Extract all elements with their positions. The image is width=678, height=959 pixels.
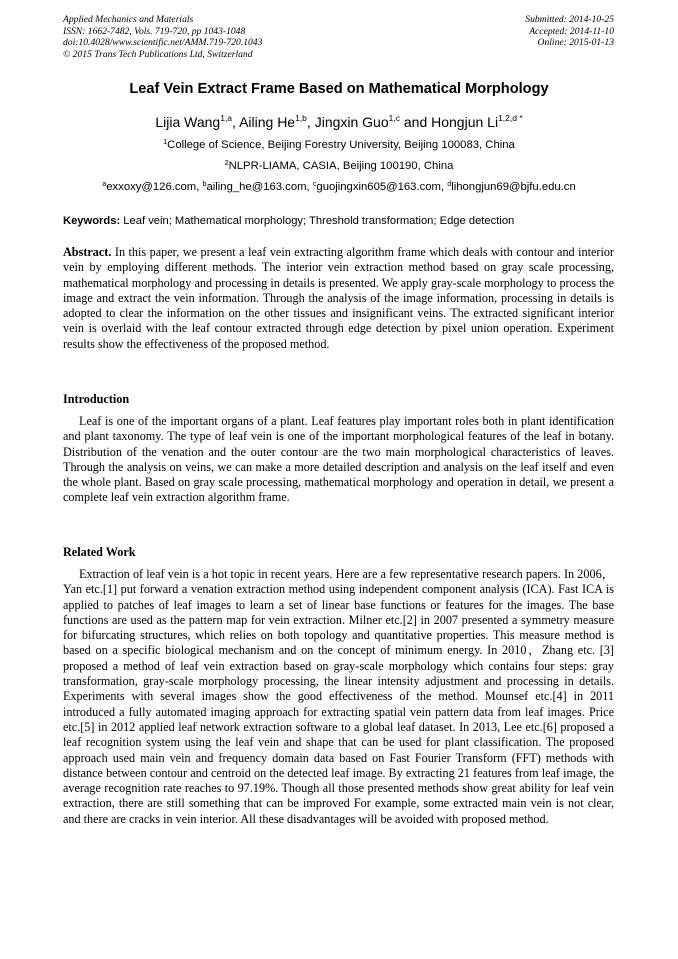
author-superscript: 1,c (388, 113, 400, 123)
journal-name: Applied Mechanics and Materials (63, 14, 194, 25)
online-date: Online: 2015-01-13 (537, 37, 614, 49)
keywords-text: Leaf vein; Mathematical morphology; Threshold transformation; Edge detection (120, 215, 515, 227)
abstract (63, 245, 614, 352)
author-name: Ailing He (239, 114, 296, 130)
affiliation-2 (0, 159, 678, 173)
introduction-heading: Introduction (63, 392, 130, 406)
abstract-label: Abstract. (63, 245, 112, 259)
affiliation-1 (0, 138, 678, 152)
related-work-body (63, 567, 614, 827)
author-name: Lijia Wang (155, 114, 221, 130)
email-superscript: d (447, 179, 452, 188)
abstract-text: In this paper, we present a leaf vein extracting algorithm frame which deals with contour and interior vein by employing different methods. The interior vein extraction method based on gray scale processing, mathematical morphology and processing in details is presented. We apply gray-scale morphology to process the image and extract the vein information. Through the analysis of the image information, processing in details is adopted to clear the information on the other tissues and insignificant veins. The extracted significant interior vein is overlaid with the leaf contour extracted through edge detection by pixel union operation. Experiment results show the effectiveness of the proposed method. (63, 245, 614, 351)
author-name: Hongjun Li (431, 114, 499, 130)
submitted-date: Submitted: 2014-10-25 (525, 14, 614, 25)
author-emails (0, 180, 678, 194)
author-separator: , (306, 114, 315, 130)
keywords-label: Keywords: (63, 215, 121, 227)
author-separator: and (399, 114, 432, 130)
email-superscript: b (202, 179, 207, 188)
related-work-heading: Related Work (63, 545, 136, 559)
author-list (0, 113, 678, 131)
email-address: guojingxin605@163.com, (316, 181, 448, 193)
email-address: lihongjun69@bjfu.edu.cn (451, 181, 576, 193)
email-superscript: c (312, 179, 317, 188)
keywords-line (63, 214, 514, 228)
paper-title: Leaf Vein Extract Frame Based on Mathematical Morphology (129, 81, 549, 97)
submission-dates (525, 14, 614, 49)
journal-copyright: © 2015 Trans Tech Publications Ltd, Switzerland (63, 48, 253, 60)
email-address: ailing_he@163.com, (206, 181, 313, 193)
author-separator: , (232, 114, 240, 130)
author-superscript: 1,a (220, 113, 233, 123)
introduction-paragraph: Leaf is one of the important organs of a plant. Leaf features play important roles both in plant identification and plant taxonomy. The type of leaf vein is one of the important morphological features of the leaf in botany. Distribution of the venation and the outer contour are the two main morphological characteristics of leaves. Through the analysis on veins, we can make a more detailed description and analysis on the leaf itself and even the whole plant. Based on gray scale processing, mathematical morphology and operation in detail, we present a complete leaf vein extraction algorithm frame. (63, 414, 614, 505)
journal-header (63, 14, 262, 60)
accepted-date: Accepted: 2014-11-10 (529, 25, 614, 37)
author-superscript: 1,b (295, 113, 307, 123)
introduction-body (63, 414, 614, 506)
email-superscript: a (102, 179, 107, 188)
affiliation-superscript: 1 (163, 137, 168, 146)
affiliation-text: NLPR-LIAMA, CASIA, Beijing 100190, China (228, 160, 454, 172)
affiliation-superscript: 2 (224, 158, 229, 167)
affiliation-text: College of Science, Beijing Forestry University, Beijing 100083, China (167, 139, 515, 151)
email-address: exxoxy@126.com, (106, 181, 203, 193)
journal-issn: ISSN: 1662-7482, Vols. 719-720, pp 1043-1048 (63, 25, 246, 37)
related-work-paragraph: Extraction of leaf vein is a hot topic in recent years. Here are a few representative research papers. In 2006，Yan etc.[1] put forward a venation extraction method using independent component analysis (ICA). Fast ICA is applied to patches of leaf images to learn a set of linear base functions or features for the images. The base functions are used as the pattern map for vein extraction. Milner etc.[2] in 2007 presented a symmetry measure for bifurcating structures, which relies on both topology and quantitative properties. This measure method is based on a specific biological mechanism and on the concept of minimum energy. In 2010，Zhang etc. [3] proposed a method of leaf vein extraction based on gray-scale morphology which contains four steps: gray transformation, gray-scale morphology processing, the linear intensity adjustment and processing in details. Experiments with several images show the good effectiveness of the method. Mounsef etc.[4] in 2011 introduced a fully automated imaging approach for extracting spatial vein pattern data from leaf images. Price etc.[5] in 2012 applied leaf network extraction software to a global leaf dataset. In 2013, Lee etc.[6] proposed a leaf recognition system using the leaf vein and shape that can be used for plant classification. The proposed approach used main vein and frequency domain data based on Fast Fourier Transform (FFT) methods with distance between contour and centroid on the detected leaf image. By extracting 21 features from leaf image, the average recognition rate reaches to 97.19%. Though all those presented methods show great ability for leaf vein extraction, there are still something that can be improved For example, some extracted main vein is not clear, and there are cracks in vein interior. All these disadvantages will be avoided with proposed method. (63, 567, 614, 826)
journal-doi: doi:10.4028/www.scientific.net/AMM.719-720.1043 (63, 37, 263, 49)
author-superscript: 1,2,d * (498, 113, 523, 123)
author-name: Jingxin Guo (314, 114, 389, 130)
